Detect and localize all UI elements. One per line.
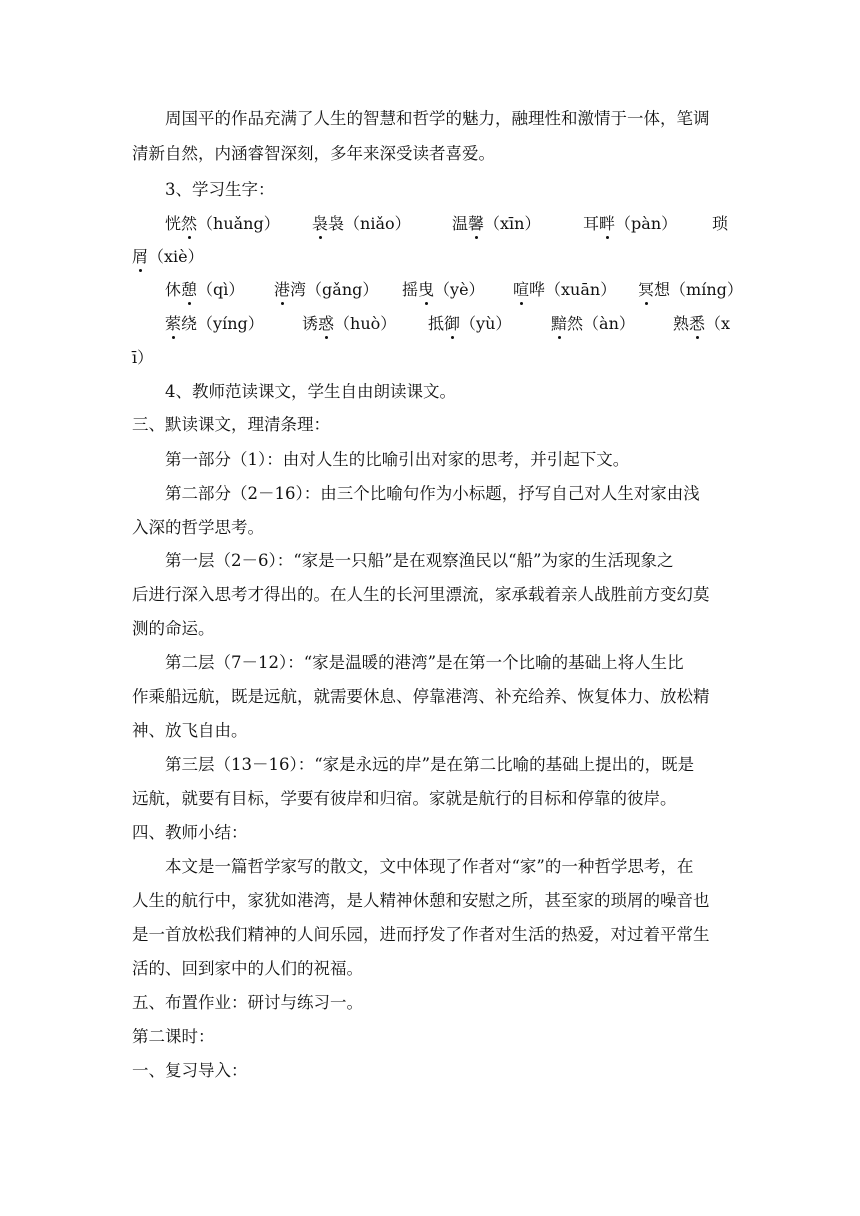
vocab-row-2 (0, 277, 860, 301)
vocab-item: 萦绕（yíng） (165, 311, 264, 334)
vocab-item: 屑（xiè） (132, 244, 204, 267)
part1: 第一部分（1）：由对人生的比喻引出对家的思考，并引起下文。 (165, 450, 630, 469)
section4-title: 四、教师小结： (132, 823, 248, 842)
vocab-item: 摇曳（yè） (402, 277, 485, 300)
vocab-item: 喧哗（xuān） (513, 277, 616, 300)
part2-line-2: 入深的哲学思考。 (132, 518, 264, 537)
vocab-item: 冥想（míng） (638, 277, 743, 300)
vocab-item: 温馨（xīn） (452, 211, 540, 234)
step3-title: 3、学习生字： (165, 180, 275, 199)
layer3-line-2: 远航，就要有目标，学要有彼岸和归宿。家就是航行的目标和停靠的彼岸。 (132, 789, 677, 808)
vocab-item: 恍然（huǎng） (165, 211, 280, 234)
layer2-line-3: 神、放飞自由。 (132, 721, 248, 740)
vocab-item: 诱惑（huò） (302, 311, 396, 334)
vocab-item: 抵御（yù） (428, 311, 511, 334)
vocab-item: 休憩（qì） (165, 277, 244, 300)
vocab-item: 黯然（àn） (551, 311, 635, 334)
layer1-line-2: 后进行深入思考才得出的。在人生的长河里漂流，家承载着亲人战胜前方变幻莫 (132, 585, 710, 604)
vocab-row-3 (0, 311, 860, 335)
vocab-item: 熟悉（x (673, 311, 730, 334)
vocab-item: 袅袅（niǎo） (312, 211, 411, 234)
layer1-line-3: 测的命运。 (132, 619, 215, 638)
layer2-line-2: 作乘船远航，既是远航，就需要休息、停靠港湾、补充给养、恢复体力、放松精 (132, 687, 710, 706)
part2-line-1: 第二部分（2－16）：由三个比喻句作为小标题，抒写自己对人生对家由浅 (165, 484, 700, 503)
layer1-line-1: 第一层（2－6）：“家是一只船”是在观察渔民以“船”为家的生活现象之 (165, 551, 674, 570)
vocab-item: ī） (132, 348, 154, 367)
vocab-row-3-continued (0, 345, 860, 369)
vocab-row-1 (0, 211, 860, 235)
summary-line-2: 人生的航行中，家犹如港湾，是人精神休憩和安慰之所，甚至家的琐屑的噪音也 (132, 891, 710, 910)
intro-line-1: 周国平的作品充满了人生的智慧和哲学的魅力，融理性和激情于一体，笔调 (165, 109, 710, 128)
layer3-line-1: 第三层（13－16）：“家是永远的岸”是在第二比喻的基础上提出的，既是 (165, 755, 695, 774)
section5-title: 五、布置作业：研讨与练习一。 (132, 993, 363, 1012)
layer2-line-1: 第二层（7－12）：“家是温暖的港湾”是在第一个比喻的基础上将人生比 (165, 653, 684, 672)
vocab-item: 港湾（gǎng） (274, 277, 378, 300)
lesson2-title: 第二课时： (132, 1027, 215, 1046)
vocab-row-1-continued (0, 244, 860, 268)
step4: 4、教师范读课文，学生自由朗读课文。 (165, 382, 456, 401)
vocab-item: 耳畔（pàn） (583, 211, 677, 234)
lesson2-section1-title: 一、复习导入： (132, 1061, 248, 1080)
summary-line-1: 本文是一篇哲学家写的散文，文中体现了作者对“家”的一种哲学思考，在 (165, 857, 694, 876)
vocab-item: 琐 (712, 214, 729, 233)
summary-line-4: 活的、回到家中的人们的祝福。 (132, 959, 363, 978)
section3-title: 三、默读课文，理清条理： (132, 415, 330, 434)
intro-line-2: 清新自然，内涵睿智深刻，多年来深受读者喜爱。 (132, 144, 495, 163)
summary-line-3: 是一首放松我们精神的人间乐园，进而抒发了作者对生活的热爱，对过着平常生 (132, 925, 710, 944)
